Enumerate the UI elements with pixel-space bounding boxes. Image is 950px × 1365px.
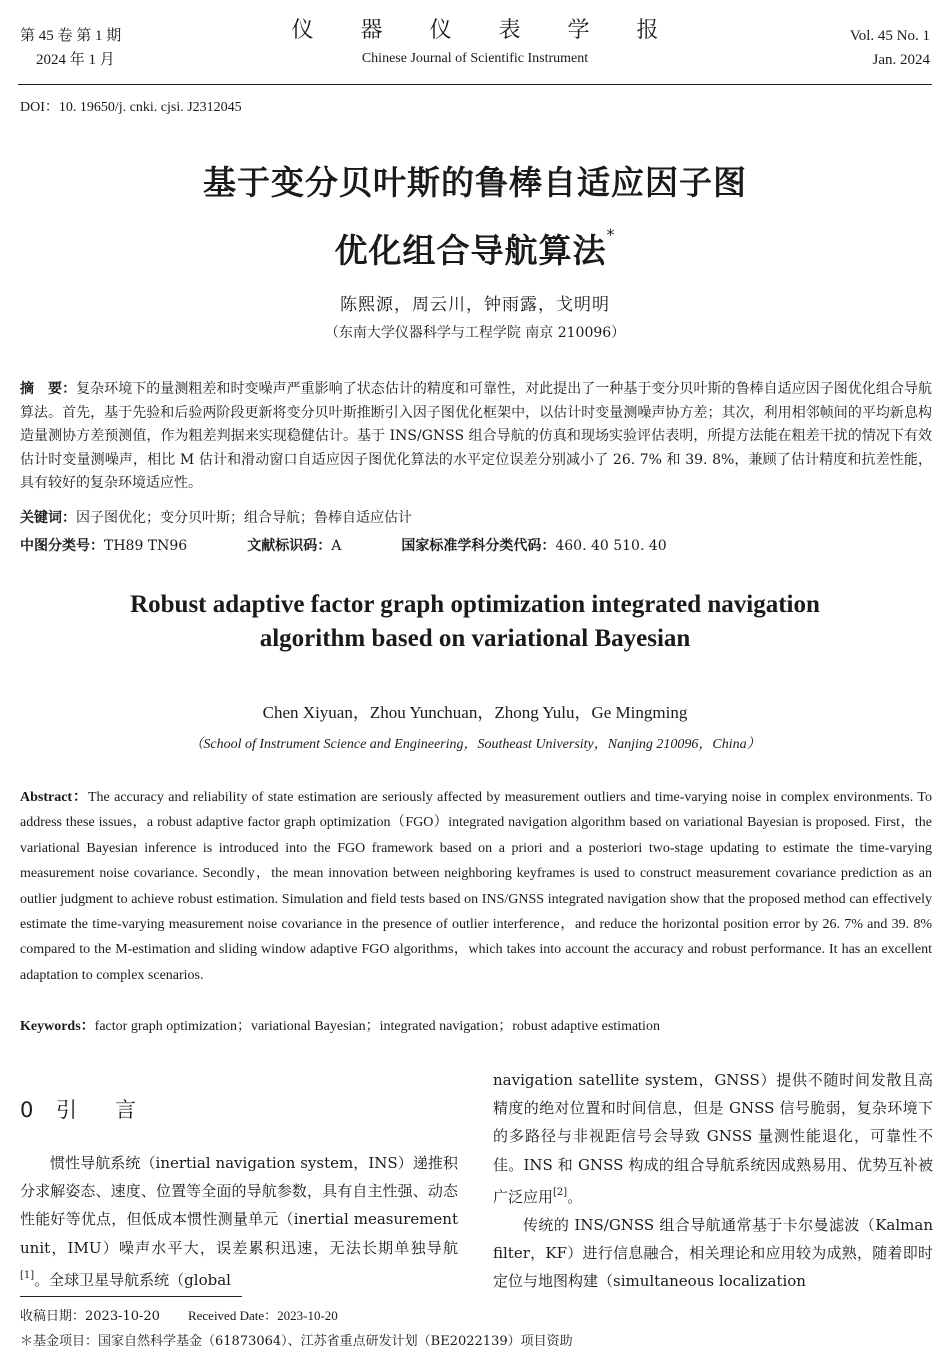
keywords-cn-text: 因子图优化；变分贝叶斯；组合导航；鲁棒自适应估计 [76,510,412,526]
footnote-rule [20,1296,242,1297]
abstract-cn-label: 摘 要： [20,381,77,397]
section-number: 0 [20,1098,34,1122]
abstract-en [20,785,932,988]
received-date-en: Received Date：2023-10-20 [187,1308,338,1323]
body-paragraph: navigation satellite system，GNSS）提供不随时间发散且高精度的绝对位置和时间信息，但是 GNSS 信号脆弱，复杂环境下的多路径与非视距信号会导致 GNSS 量测性能退化，可靠性不佳。INS 和 GNSS 构成的组合导航系统因成熟易用、优势互补被广泛应用[2]。 [493,1071,933,1206]
received-date [20,1305,338,1324]
std-code-label: 国家标准学科分类代码： [401,538,556,554]
body-paragraph: 传统的 INS/GNSS 组合导航通常基于卡尔曼滤波（Kalman filter，KF）进行信息融合，相关理论和应用较为成熟，随着即时定位与地图构建（simultaneous localization [493,1216,933,1291]
abstract-cn-text: 复杂环境下的量测粗差和时变噪声严重影响了状态估计的精度和可靠性，对此提出了一种基于变分贝叶斯的鲁棒自适应因子图优化组合导航算法。首先，基于先验和后验两阶段更新将变分贝叶斯推断引入因子图优化框架中，以估计时变量测噪声协方差；其次，利用相邻帧间的平均新息构造量测协方差预测值，作为粗差判据来实现稳健估计。基于 INS/GNSS 组合导航的仿真和现场实验评估表明，所提方法能在粗差干扰的情况下有效估计时变量测噪声，相比 M 估计和滑动窗口自适应因子图优化算法的水平定位误差分别减小了 26. 7% 和 39. 8%，兼顾了估计精度和抗差性能，具有较好的复杂环境适应性。 [20,381,932,492]
abstract-en-text: The accuracy and reliability of state estimation are seriously affected by measurement outliers and time-varying noise in complex environments. To address these issues，a robust adaptive factor graph optimization（FGO）integrated navigation algorithm based on variational Bayesian is proposed. First，the variational Bayesian inference is introduced into the FGO framework based on a priori and a posteriori two-stage updating to estimate the time-varying measurement noise covariance. Secondly，the mean innovation between neighboring keyframes is used to construct measurement covariance prediction as an outlier judgment to achieve robust estimation. Simulation and field tests based on INS/GNSS integrated navigation show that the proposed method can effectively estimate the time-varying measurement noise covariance in the presence of outlier interference，and reduce the horizontal position error by 26. 7% and 39. 8% compared to the M-estimation and sliding window adaptive FGO algorithms，which takes into account the accuracy and robust performance. It has an excellent adaptation to complex scenarios. [20,790,932,983]
affiliation-cn: （东南大学仪器科学与工程学院 南京 210096） [324,325,626,341]
fund-footnote: ＊基金项目：国家自然科学基金（61873064）、江苏省重点研发计划（BE2022139）项目资助 [20,1334,573,1349]
doi[interactable]: DOI：10. 19650/j. cnki. cjsi. J2312045 [20,100,242,115]
keywords-en [20,1015,932,1035]
paper-title-en [0,588,950,656]
keywords-cn-label: 关键词： [20,510,76,526]
journal-name [0,16,950,70]
classification-cn [20,535,932,555]
citation-ref-2[interactable]: [2] [553,1186,568,1198]
clc-value: TH89 TN96 [104,538,188,554]
paper-title-cn-line2: 优化组合导航算法* [334,225,616,270]
date-en: Jan. 2024 [872,52,930,68]
paper-title-cn [0,157,950,277]
volume-cn: 第 45 卷 第 1 期 [20,28,122,44]
section-title: 引言 [56,1098,174,1122]
date-cn: 2024 年 1 月 [36,52,115,68]
journal-name-cn: 仪 器 仪 表 学 报 [291,18,679,43]
paper-title-cn-line1: 基于变分贝叶斯的鲁棒自适应因子图 [203,163,747,202]
keywords-cn [20,507,932,527]
affiliation-en: （School of Instrument Science and Engineering，Southeast University，Nanjing 210096，China） [189,737,761,752]
clc-label: 中图分类号： [20,538,104,554]
authors-en: Chen Xiyuan，Zhou Yunchuan，Zhong Yulu，Ge Mingming [262,703,688,722]
std-code-value: 460. 40 510. 40 [555,538,667,554]
section-heading [20,1094,174,1124]
journal-name-en: Chinese Journal of Scientific Instrument [361,51,589,66]
paper-title-en-line1: Robust adaptive factor graph optimization integrated navigation [130,591,820,618]
body-column-left [20,1149,458,1294]
doc-code-value: A [331,538,342,554]
citation-ref-1[interactable]: [1] [20,1269,35,1281]
abstract-en-label: Abstract： [20,790,88,805]
doc-code-label: 文献标识码： [247,538,332,554]
body-column-right [493,1066,933,1296]
fund-footnote-mark: * [606,225,616,244]
body-paragraph: 惯性导航系统（inertial navigation system，INS）递推积分求解姿态、速度、位置等全面的导航参数，具有自主性强、动态性能好等优点，但低成本惯性测量单元（inertial measurement unit，IMU）噪声水平大，误差累积迅速，无法长期单独导航[1]。全球卫星导航系统（global [20,1154,458,1289]
keywords-en-text: factor graph optimization；variational Bayesian；integrated navigation；robust adaptive estimation [94,1019,660,1034]
header-rule [18,84,932,85]
abstract-cn [20,378,932,496]
journal-issue-en [850,24,930,72]
authors-cn: 陈熙源，周云川，钟雨露，戈明明 [340,295,610,315]
paper-title-en-line2: algorithm based on variational Bayesian [259,625,691,652]
received-date-cn: 收稿日期：2023-10-20 [20,1309,160,1324]
keywords-en-label: Keywords： [20,1019,95,1034]
volume-en: Vol. 45 No. 1 [849,28,930,44]
